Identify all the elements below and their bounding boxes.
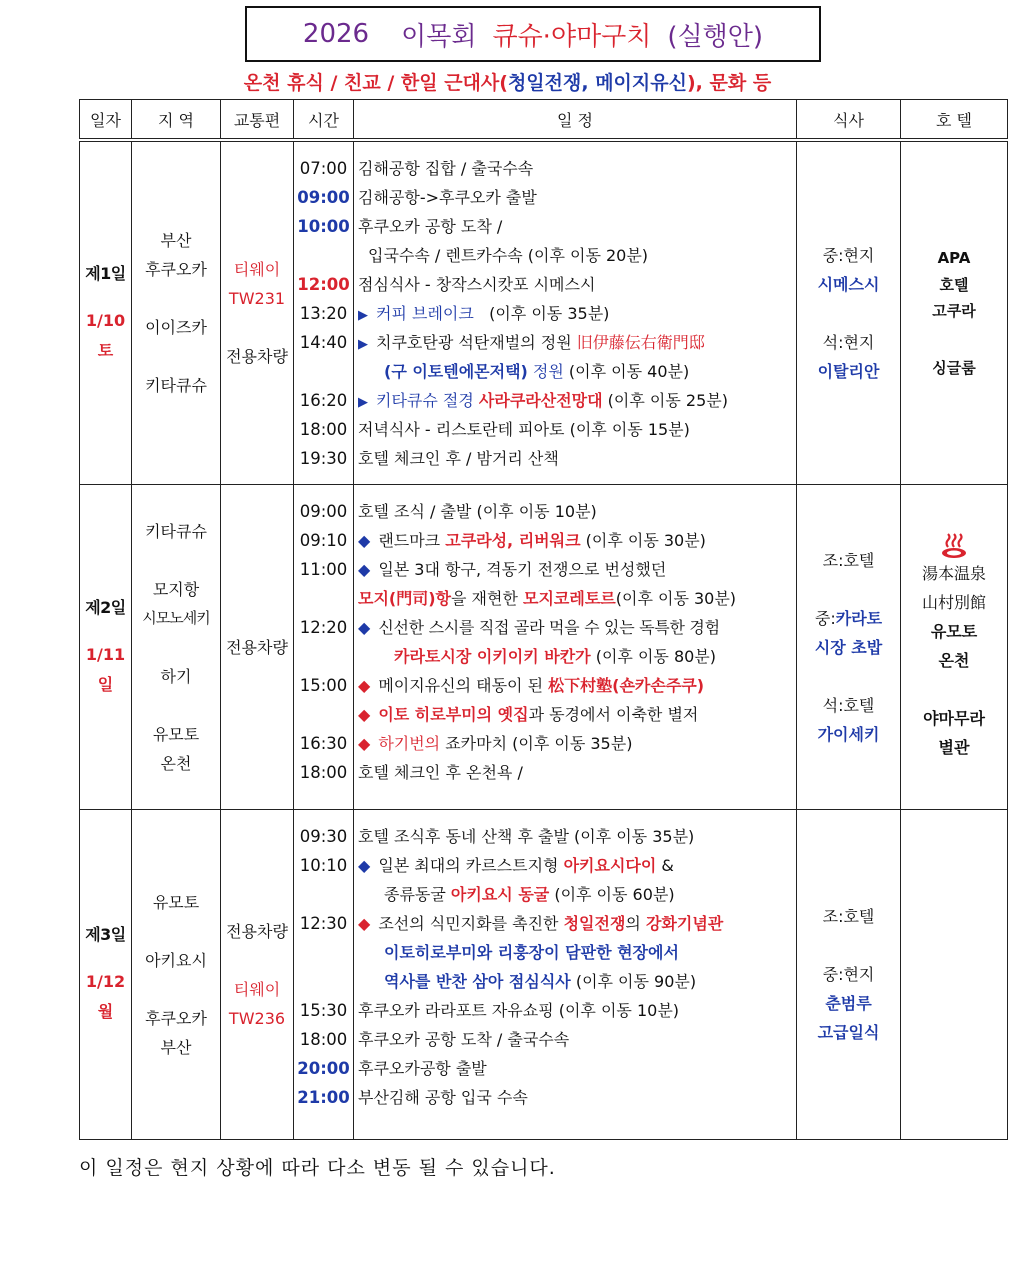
region-item: 후쿠오카 [145, 260, 207, 280]
subtitle-part3: ), 문화 등 [686, 72, 772, 94]
schedule-line: 후쿠오카 공항 도착 / [358, 217, 503, 237]
schedule-line: 점심식사 - 창작스시캇포 시메스시 [358, 275, 596, 295]
hotel-item: 야마무라 [923, 708, 985, 728]
meal-item: 중:현지 [822, 245, 875, 265]
diamond-bullet-icon: ◆ [358, 531, 371, 551]
day3-hotel [901, 810, 1008, 1140]
hotel-item: 湯本温泉 [921, 563, 986, 583]
day-label: 제1일 [85, 263, 126, 283]
time-item: 16:20 [299, 391, 348, 411]
schedule-line: ▶ 치쿠호탄광 석탄재벌의 정원 旧伊藤伝右衛門邸 [358, 333, 705, 353]
meal-item: 이탈리안 [817, 361, 880, 381]
title-destination: 큐슈·야마구치 [492, 21, 652, 52]
time-item: 18:00 [299, 420, 348, 440]
col-header-region: 지 역 [132, 100, 221, 141]
time-item: 21:00 [297, 1088, 350, 1108]
schedule-line: 이토히로부미와 리훙장이 담판한 현장에서 [384, 943, 679, 963]
transport-item: TW236 [228, 1008, 286, 1028]
day1-transport [221, 140, 294, 485]
meal-item: 중:카라토 [814, 608, 883, 628]
region-item: 키타큐슈 [145, 376, 207, 396]
region-item: 부산 [160, 231, 192, 251]
schedule-line: ◆ 일본 3대 항구, 격동기 전쟁으로 번성했던 [358, 560, 667, 580]
triangle-bullet-icon: ▶ [358, 337, 368, 353]
region-item: 아키요시 [145, 950, 207, 970]
day-label: 제3일 [85, 925, 126, 945]
region-item: 시모노세키 [142, 608, 210, 627]
title-year: 2026 [302, 19, 370, 49]
schedule-line: 호텔 조식후 동네 산책 후 출발 (이후 이동 35분) [358, 827, 695, 847]
schedule-line: ◆ 메이지유신의 태동이 된 松下村塾(숀카손주쿠) [358, 676, 705, 696]
day2-transport [221, 485, 294, 810]
schedule-line: ▶ 키타큐슈 절경 사라쿠라산전망대 (이후 이동 25분) [358, 391, 728, 411]
time-item: 12:30 [299, 914, 348, 934]
day2-hotel [901, 485, 1008, 810]
time-item: 12:00 [297, 275, 350, 295]
meal-item: 고급일식 [817, 1023, 880, 1043]
time-item: 18:00 [299, 1030, 348, 1050]
meal-item: 조:호텔 [822, 550, 875, 570]
title-status: (실행안) [667, 21, 764, 52]
day3-times [294, 810, 354, 1140]
transport-item: TW231 [228, 289, 286, 309]
time-item: 18:00 [299, 763, 348, 783]
day2-date-cell [80, 485, 132, 810]
day1-date-cell [80, 140, 132, 485]
hotel-item: 온천 [938, 650, 970, 670]
diamond-bullet-icon: ◆ [358, 856, 371, 876]
transport-item: 티웨이 [233, 979, 281, 999]
time-item: 13:20 [299, 304, 348, 324]
region-item: 키타큐슈 [145, 521, 207, 541]
col-header-transport: 교통편 [221, 100, 294, 141]
meal-item: 춘범루 [825, 994, 872, 1014]
footer-note: 이 일정은 현지 상황에 따라 다소 변동 될 수 있습니다. [79, 1157, 556, 1179]
schedule-line: ◆ 신선한 스시를 직접 골라 먹을 수 있는 독특한 경험 [358, 618, 720, 638]
time-item: 09:10 [299, 531, 348, 551]
table-row-day2 [80, 485, 1008, 810]
time-item: 15:30 [299, 1001, 348, 1021]
day2-meals [797, 485, 901, 810]
region-item: 부산 [160, 1037, 192, 1057]
schedule-line: 호텔 체크인 후 온천욕 / [358, 763, 523, 783]
title-group: 이목회 [401, 21, 477, 52]
triangle-bullet-icon: ▶ [358, 308, 368, 324]
meal-item: 석:호텔 [822, 695, 875, 715]
subtitle-part1: 온천 휴식 / 친교 / 한일 근대사( [243, 72, 508, 94]
itinerary-table [79, 99, 1008, 1140]
day3-transport [221, 810, 294, 1140]
time-item: 07:00 [299, 159, 348, 179]
meal-item: 시메스시 [817, 274, 880, 294]
day3-regions [132, 810, 221, 1140]
day1-hotel [901, 140, 1008, 485]
table-row-day3 [80, 810, 1008, 1140]
day-weekday: 월 [97, 1002, 114, 1022]
hotel-item: 싱글룸 [932, 358, 976, 377]
schedule-line: 호텔 체크인 후 / 밤거리 산책 [358, 449, 559, 469]
time-item: 20:00 [297, 1059, 350, 1079]
time-item: 10:10 [299, 856, 348, 876]
time-item: 09:30 [299, 827, 348, 847]
schedule-line: 카라토시장 이키이키 바칸가 (이후 이동 80분) [394, 647, 717, 667]
time-item: 12:20 [299, 618, 348, 638]
region-item: 유모토 [152, 892, 200, 912]
diamond-bullet-icon: ◆ [358, 705, 371, 725]
day2-regions [132, 485, 221, 810]
schedule-line: 부산김해 공항 입국 수속 [358, 1088, 528, 1108]
transport-item: 전용차량 [226, 921, 288, 941]
hot-spring-icon [940, 533, 968, 559]
day-weekday: 토 [97, 340, 114, 360]
schedule-line: ◆ 이토 히로부미의 옛집과 동경에서 이축한 별저 [358, 705, 699, 725]
region-item: 이이즈카 [145, 318, 207, 338]
region-item: 유모토 [152, 724, 200, 744]
hotel-item: 고쿠라 [932, 301, 976, 320]
time-item: 11:00 [299, 560, 348, 580]
schedule-line: 저녁식사 - 리스토란테 피아토 (이후 이동 15분) [358, 420, 690, 440]
day-label: 제2일 [85, 597, 126, 617]
schedule-line: 종류동굴 아키요시 동굴 (이후 이동 60분) [384, 885, 675, 905]
schedule-line: ◆ 하기번의 죠카마치 (이후 이동 35분) [358, 734, 633, 754]
time-item: 09:00 [297, 188, 350, 208]
time-item: 19:30 [299, 449, 348, 469]
schedule-line: 호텔 조식 / 출발 (이후 이동 10분) [358, 502, 597, 522]
schedule-line: ◆ 일본 최대의 카르스트지형 아키요시다이 & [358, 856, 674, 876]
schedule-line: 역사를 반찬 삼아 점심식사 (이후 이동 90분) [384, 972, 697, 992]
col-header-schedule: 일 정 [354, 100, 797, 141]
schedule-line: 후쿠오카 공항 도착 / 출국수속 [358, 1030, 570, 1050]
table-row-day1 [80, 140, 1008, 485]
region-item: 모지항 [152, 579, 200, 599]
time-item: 14:40 [299, 333, 348, 353]
table-header-row [80, 100, 1008, 141]
schedule-line: ◆ 조선의 식민지화를 촉진한 청일전쟁의 강화기념관 [358, 914, 724, 934]
day1-meals [797, 140, 901, 485]
hotel-item: 별관 [938, 737, 970, 757]
day-weekday: 일 [97, 674, 114, 694]
day2-times [294, 485, 354, 810]
meal-item: 석:현지 [822, 332, 875, 352]
meal-item: 가이세키 [817, 724, 880, 744]
day1-regions [132, 140, 221, 485]
diamond-bullet-icon: ◆ [358, 676, 371, 696]
schedule-line: 입국수속 / 렌트카수속 (이후 이동 20분) [368, 246, 649, 266]
schedule-line: (구 이토텐에몬저택) 정원 (이후 이동 40분) [384, 362, 690, 382]
transport-item: 전용차량 [226, 637, 288, 657]
hotel-item: 유모토 [930, 621, 978, 641]
schedule-line: 후쿠오카공항 출발 [358, 1059, 487, 1079]
day3-meals [797, 810, 901, 1140]
col-header-time: 시간 [294, 100, 354, 141]
subtitle-part2: 청일전쟁, 메이지유신 [507, 72, 687, 94]
meal-item: 중:현지 [822, 965, 875, 985]
time-item: 16:30 [299, 734, 348, 754]
schedule-line: 후쿠오카 라라포트 자유쇼핑 (이후 이동 10분) [358, 1001, 680, 1021]
time-item: 15:00 [299, 676, 348, 696]
hotel-item: 山村別館 [921, 592, 986, 612]
hotel-item: APA [937, 248, 971, 267]
transport-item: 티웨이 [233, 260, 281, 280]
day-date: 1/12 [85, 972, 126, 992]
schedule-line: 모지(門司)항을 재현한 모지코레토르(이후 이동 30분) [358, 589, 737, 609]
diamond-bullet-icon: ◆ [358, 734, 371, 754]
meal-item: 조:호텔 [822, 907, 875, 927]
meal-item: 시장 초밥 [814, 637, 883, 657]
diamond-bullet-icon: ◆ [358, 560, 371, 580]
day3-schedule [354, 810, 797, 1140]
col-header-meal: 식사 [797, 100, 901, 141]
day-date: 1/10 [85, 310, 126, 330]
schedule-line: ▶ 커피 브레이크 (이후 이동 35분) [358, 304, 610, 324]
region-item: 하기 [160, 666, 192, 686]
region-item: 온천 [160, 753, 192, 773]
day-date: 1/11 [85, 644, 126, 664]
diamond-bullet-icon: ◆ [358, 914, 371, 934]
day1-times [294, 140, 354, 485]
day1-schedule [354, 140, 797, 485]
document-title [245, 6, 821, 62]
day2-schedule [354, 485, 797, 810]
schedule-line: 김해공항->후쿠오카 출발 [358, 188, 537, 208]
schedule-line: ◆ 랜드마크 고쿠라성, 리버워크 (이후 이동 30분) [358, 531, 706, 551]
col-header-date: 일자 [80, 100, 132, 141]
transport-item: 전용차량 [226, 347, 288, 367]
time-item: 09:00 [299, 502, 348, 522]
day3-date-cell [80, 810, 132, 1140]
time-item: 10:00 [297, 217, 350, 237]
triangle-bullet-icon: ▶ [358, 395, 368, 411]
diamond-bullet-icon: ◆ [358, 618, 371, 638]
hotel-item: 호텔 [939, 275, 969, 294]
col-header-hotel: 호 텔 [901, 100, 1008, 141]
schedule-line: 김해공항 집합 / 출국수속 [358, 159, 534, 179]
region-item: 후쿠오카 [145, 1008, 207, 1028]
subtitle [0, 68, 1015, 95]
